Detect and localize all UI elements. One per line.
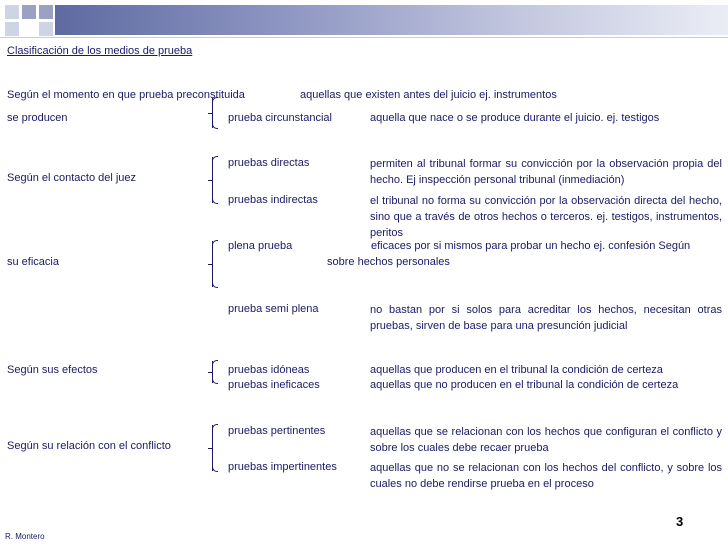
- item-name: pruebas idóneas: [228, 364, 310, 376]
- item-desc: aquellas que producen en el tribunal la condición de certeza: [370, 364, 663, 376]
- decor-square: [22, 5, 36, 19]
- brace: [212, 98, 223, 128]
- decor-square: [5, 5, 19, 19]
- item-desc: eficaces por si mismos para probar un hecho ej. confesión Según: [371, 240, 691, 252]
- decor-square: [5, 22, 19, 36]
- section-label: su eficacia: [7, 256, 59, 268]
- decor-square: [39, 22, 53, 36]
- item-name: pruebas indirectas: [228, 194, 318, 206]
- header-divider: [0, 37, 728, 38]
- item-desc: sobre hechos personales: [327, 256, 450, 268]
- item-name: prueba semi plena: [228, 303, 319, 315]
- footer-author: R. Montero: [5, 532, 45, 541]
- item-desc: aquellas que no producen en el tribunal la condición de certeza: [370, 379, 679, 391]
- slide-title: Clasificación de los medios de prueba: [7, 45, 193, 57]
- section-label: Según el contacto del juez: [7, 172, 137, 184]
- item-name: pruebas impertinentes: [228, 461, 337, 473]
- item-desc: el tribunal no forma su convicción por la observación directa del hecho, sino que a través de otros hechos o terceros. ej. testigos, instrumentos, peritos: [370, 195, 722, 239]
- item-desc: permiten al tribunal formar su convicción por la observación propia del hecho. Ej inspección personal tribunal (inmediación): [370, 158, 722, 186]
- item-desc: aquellas que existen antes del juicio ej. instrumentos: [300, 89, 557, 101]
- item-desc: aquella que nace o se produce durante el juicio. ej. testigos: [370, 112, 660, 124]
- item-name: prueba circunstancial: [228, 112, 332, 124]
- item-name: pruebas directas: [228, 157, 310, 169]
- item-name: pruebas ineficaces: [228, 379, 320, 391]
- header-gradient-bar: [55, 5, 728, 35]
- section-label: Según sus efectos: [7, 364, 98, 376]
- decor-square: [39, 5, 53, 19]
- item-desc: no bastan por si solos para acreditar los hechos, necesitan otras pruebas, sirven de base para una presunción judicial: [370, 304, 722, 332]
- section-label: se producen: [7, 112, 68, 124]
- brace: [212, 241, 223, 287]
- item-desc: aquellas que se relacionan con los hechos que configuran el conflicto y sobre los cuales debe recaer prueba: [370, 426, 722, 454]
- item-name: pruebas pertinentes: [228, 425, 326, 437]
- item-name: plena prueba: [228, 240, 293, 252]
- brace: [212, 157, 223, 203]
- item-desc: aquellas que no se relacionan con los hechos del conflicto, y sobre los cuales no debe rendirse prueba en el proceso: [370, 462, 722, 490]
- brace: [212, 361, 223, 383]
- page-number: 3: [676, 514, 684, 529]
- brace: [212, 425, 223, 471]
- section-label: Según su relación con el conflicto: [7, 440, 171, 452]
- section-label: Según el momento en que prueba preconstituida: [7, 89, 245, 101]
